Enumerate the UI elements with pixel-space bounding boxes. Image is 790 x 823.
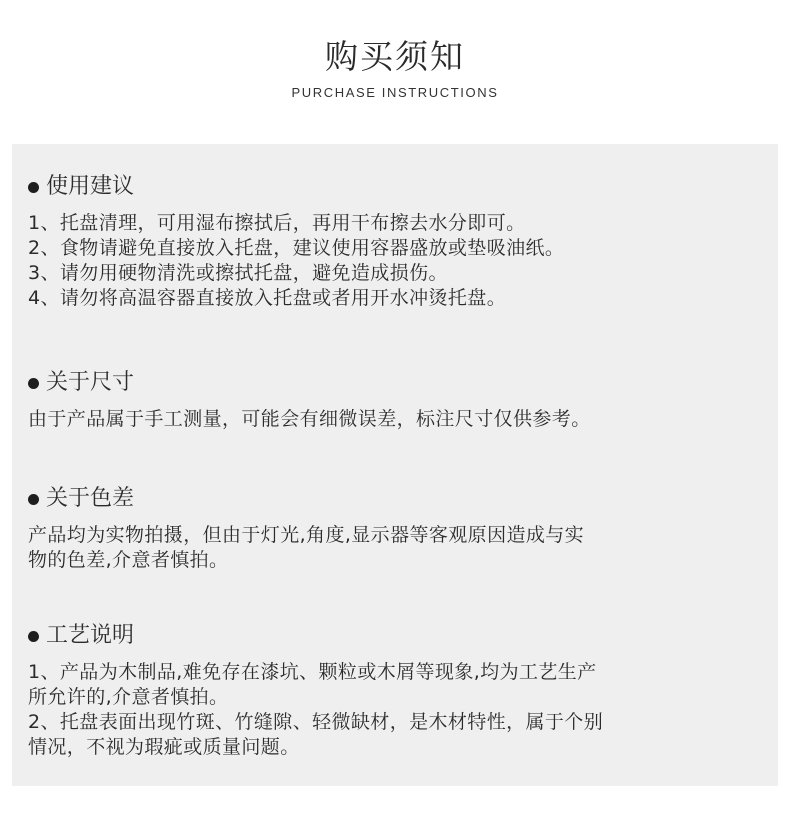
section-about-size — [28, 367, 768, 432]
body-line: 所允许的,介意者慎拍。 — [28, 686, 229, 708]
section-title — [28, 620, 768, 652]
section-title-text: 关于色差 — [46, 486, 135, 511]
section-body — [28, 407, 768, 432]
bullet-dot-icon — [28, 182, 39, 193]
page-subtitle: PURCHASE INSTRUCTIONS — [291, 85, 499, 100]
body-line: 由于产品属于手工测量，可能会有细微误差，标注尺寸仅供参考。 — [28, 408, 591, 430]
section-body — [28, 523, 768, 573]
section-title-text: 关于尺寸 — [46, 370, 135, 395]
bullet-dot-icon — [28, 494, 39, 505]
section-craft-notes — [28, 620, 768, 760]
section-title — [28, 367, 768, 399]
instructions-panel — [12, 144, 778, 786]
page-title: 购买须知 — [325, 37, 465, 76]
section-about-color-difference — [28, 483, 768, 573]
bullet-dot-icon — [28, 631, 39, 642]
section-title-text: 使用建议 — [46, 174, 135, 199]
section-body — [28, 660, 768, 760]
body-line: 物的色差,介意者慎拍。 — [28, 549, 229, 571]
section-body — [28, 211, 768, 311]
body-line: 1、产品为木制品,难免存在漆坑、颗粒或木屑等现象,均为工艺生产 — [28, 661, 597, 683]
section-title — [28, 483, 768, 515]
body-line: 4、请勿将高温容器直接放入托盘或者用开水冲烫托盘。 — [28, 287, 507, 309]
section-title-text: 工艺说明 — [46, 623, 135, 648]
body-line: 产品均为实物拍摄，但由于灯光,角度,显示器等客观原因造成与实 — [28, 524, 585, 546]
bullet-dot-icon — [28, 378, 39, 389]
body-line: 2、食物请避免直接放入托盘，建议使用容器盛放或垫吸油纸。 — [28, 237, 565, 259]
body-line: 情况，不视为瑕疵或质量问题。 — [28, 736, 300, 758]
body-line: 3、请勿用硬物清洗或擦拭托盘，避免造成损伤。 — [28, 262, 448, 284]
section-title — [28, 171, 768, 203]
section-usage-advice — [28, 171, 768, 311]
body-line: 2、托盘表面出现竹斑、竹缝隙、轻微缺材，是木材特性，属于个别 — [28, 711, 604, 733]
body-line: 1、托盘清理，可用湿布擦拭后，再用干布擦去水分即可。 — [28, 212, 526, 234]
